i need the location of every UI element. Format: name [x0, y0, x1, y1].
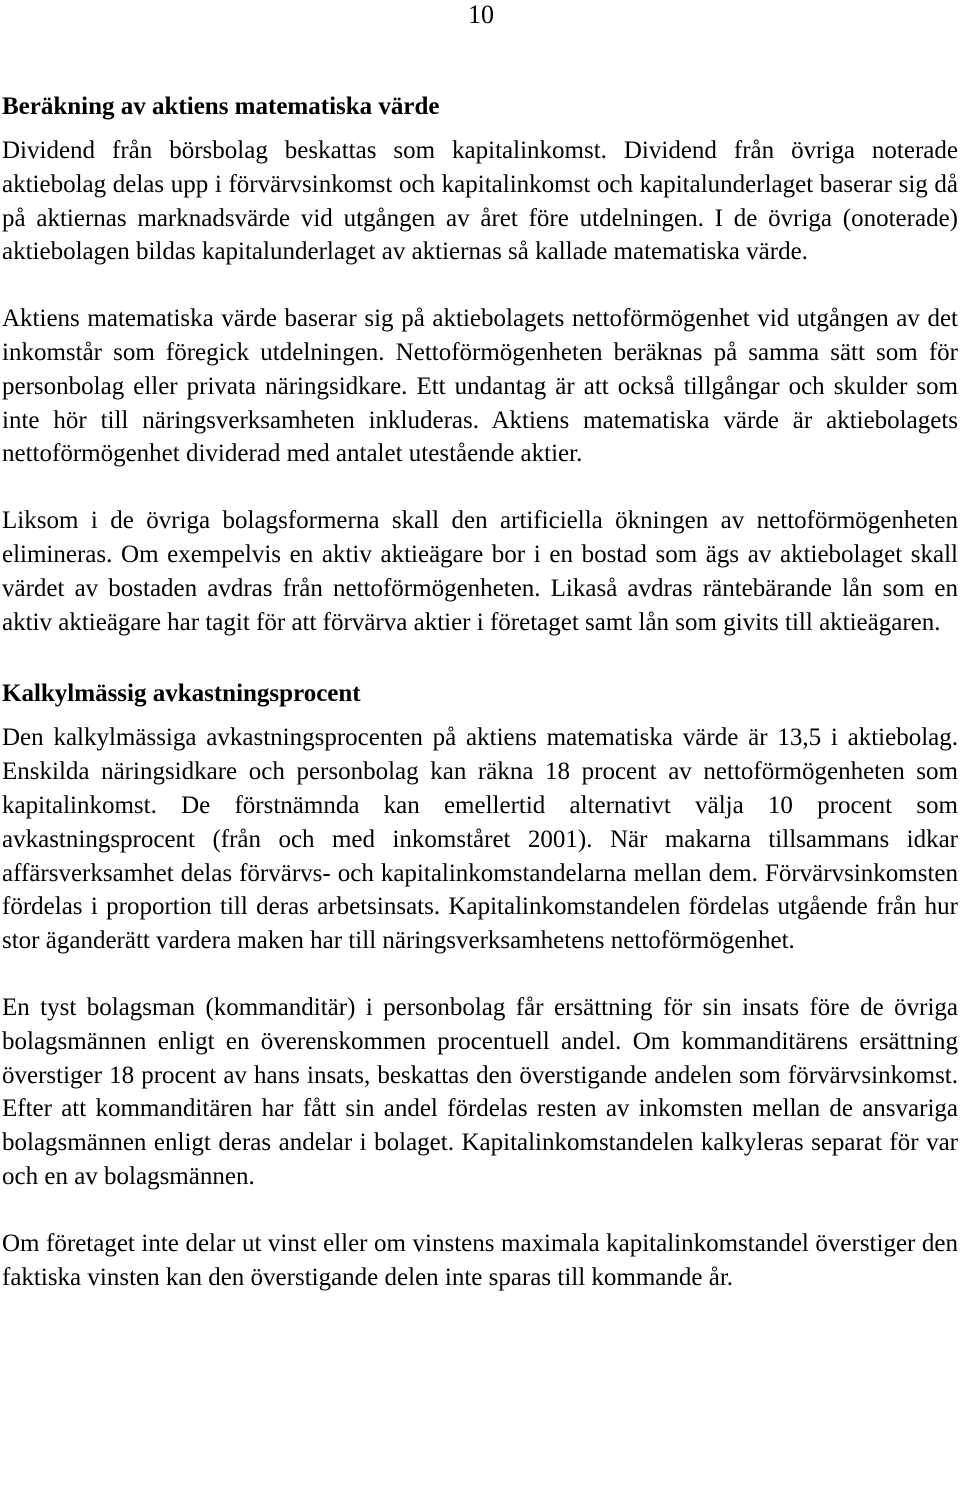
- body-paragraph: Liksom i de övriga bolagsformerna skall den artificiella ökningen av nettoförmögenheten elimineras. Om exempelvis en aktiv aktieägare bor i en bostad som ägs av aktiebolaget skall värdet av bostaden avdras från nettoförmögenheten. Likaså avdras räntebärande lån som en aktiv aktieägare har tagit för att förvärva aktier i företaget samt lån som givits till aktieägaren.: [2, 507, 958, 636]
- body-paragraph: Om företaget inte delar ut vinst eller om vinstens maximala kapitalinkomstandel överstiger den faktiska vinsten kan den överstigande delen inte sparas till kommande år.: [2, 1229, 958, 1291]
- body-paragraph: En tyst bolagsman (kommanditär) i personbolag får ersättning för sin insats före de övriga bolagsmännen enligt en överenskommen procentuell andel. Om kommanditärens ersättning överstiger 18 procent av hans insats, beskattas den överstigande andelen som förvärvsinkomst. Efter att kommanditären har fått sin andel fördelas resten av inkomsten mellan de ansvariga bolagsmännen enligt deras andelar i bolaget. Kapitalinkomstandelen kalkyleras separat för var och en av bolagsmännen.: [2, 993, 958, 1190]
- section-matematiska-varde: [2, 90, 958, 639]
- document-body: [2, 90, 958, 1294]
- page-number: 10: [468, 0, 494, 29]
- body-paragraph: Dividend från börsbolag beskattas som kapitalinkomst. Dividend från övriga noterade aktiebolag delas upp i förvärvsinkomst och kapitalinkomst och kapitalunderlaget baserar sig då på aktiernas marknadsvärde vid utgången av året före utdelningen. I de övriga (onoterade) aktiebolagen bildas kapitalunderlaget av aktiernas så kallade matematiska värde.: [2, 137, 958, 266]
- section-avkastningsprocent: [2, 677, 958, 1294]
- section-heading: Kalkylmässig avkastningsprocent: [2, 680, 361, 708]
- body-paragraph: Den kalkylmässiga avkastningsprocenten på aktiens matematiska värde är 13,5 i aktiebolag. Enskilda näringsidkare och personbolag kan räkna 18 procent av nettoförmögenheten som kapitalinkomst. De förstnämnda kan emellertid alternativt välja 10 procent som avkastningsprocent (från och med inkomståret 2001). När makarna tillsammans idkar affärsverksamhet delas förvärvs- och kapitalinkomstandelarna mellan dem. Förvärvsinkomsten fördelas i proportion till deras arbetsinsats. Kapitalinkomstandelen fördelas utgående från hur stor äganderätt vardera maken har till näringsverksamhetens nettoförmögenhet.: [2, 724, 958, 955]
- section-heading: Beräkning av aktiens matematiska värde: [2, 93, 440, 120]
- body-paragraph: Aktiens matematiska värde baserar sig på aktiebolagets nettoförmögenhet vid utgången av det inkomstår som föregick utdelningen. Nettoförmögenheten beräknas på samma sätt som för personbolag eller privata näringsidkare. Ett undantag är att också tillgångar och skulder som inte hör till näringsverksamheten inkluderas. Aktiens matematiska värde är aktiebolagets nettoförmögenhet dividerad med antalet utestående aktier.: [2, 305, 958, 468]
